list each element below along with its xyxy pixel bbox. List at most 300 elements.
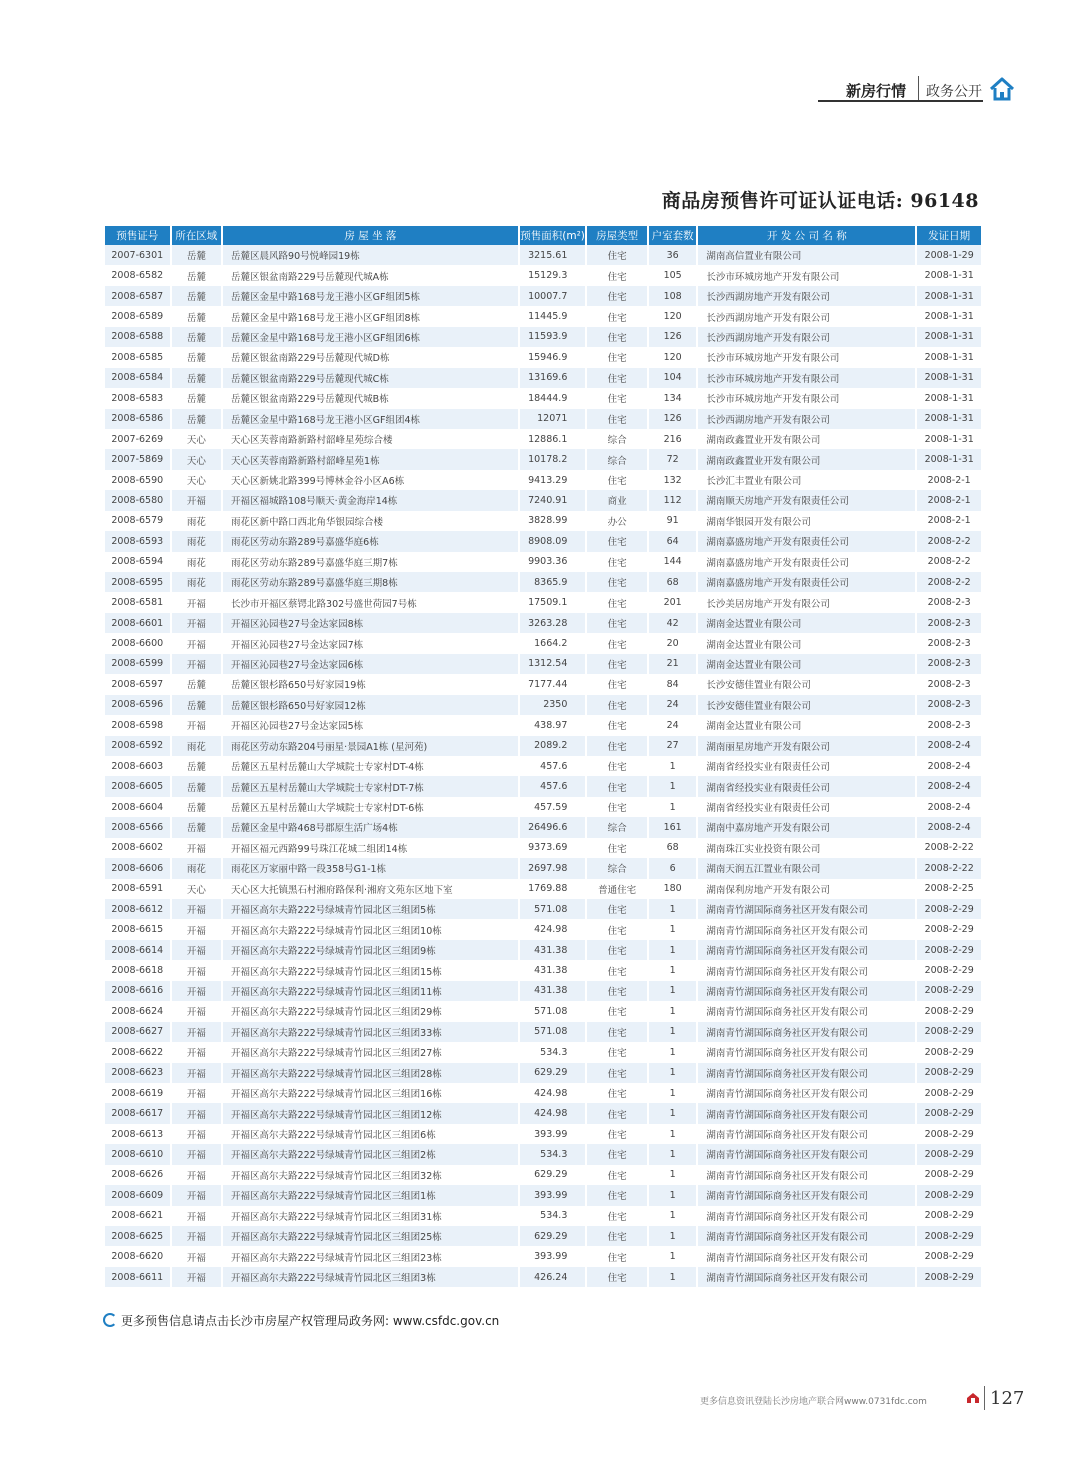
table-row	[105, 879, 981, 899]
district-cell: 开福	[172, 613, 221, 633]
developer-name-cell: 湖南省经投实业有限责任公司	[698, 797, 915, 817]
permit-number-cell: 2008-6622	[105, 1042, 170, 1062]
address-cell: 开福区高尔夫路222号绿城青竹园北区三组团1栋	[223, 1185, 518, 1205]
district-cell: 岳麓	[172, 306, 221, 326]
district-cell: 岳麓	[172, 265, 221, 285]
district-cell: 雨花	[172, 572, 221, 592]
address-cell: 开福区高尔夫路222号绿城青竹园北区三组团25栋	[223, 1226, 518, 1246]
presale-area-cell: 10007.7	[520, 286, 586, 306]
developer-name-cell: 湖南嘉盛房地产开发有限责任公司	[698, 572, 915, 592]
address-cell: 天心区芙蓉南路新路村韶峰星苑综合楼	[223, 429, 518, 449]
unit-count-cell: 134	[649, 388, 696, 408]
permit-number-cell: 2008-6611	[105, 1267, 170, 1287]
unit-count-cell: 68	[649, 838, 696, 858]
issue-date-cell: 2008-2-22	[917, 838, 981, 858]
developer-name-cell: 湖南青竹湖国际商务社区开发有限公司	[698, 1226, 915, 1246]
district-cell: 开福	[172, 1226, 221, 1246]
unit-count-cell: 91	[649, 511, 696, 531]
presale-area-cell: 7240.91	[520, 490, 586, 510]
property-type-cell: 综合	[587, 858, 647, 878]
permit-number-cell: 2008-6600	[105, 633, 170, 653]
district-cell: 开福	[172, 1185, 221, 1205]
property-type-cell: 住宅	[587, 286, 647, 306]
refresh-arrow-icon	[103, 1313, 117, 1327]
property-type-cell: 住宅	[587, 592, 647, 612]
developer-name-cell: 湖南青竹湖国际商务社区开发有限公司	[698, 1165, 915, 1185]
property-type-cell: 住宅	[587, 1001, 647, 1021]
issue-date-cell: 2008-2-4	[917, 736, 981, 756]
property-type-cell: 住宅	[587, 736, 647, 756]
property-type-cell: 住宅	[587, 531, 647, 551]
address-cell: 开福区高尔夫路222号绿城青竹园北区三组团29栋	[223, 1001, 518, 1021]
house-logo-icon	[966, 1392, 980, 1404]
address-cell: 岳麓区银盆南路229号岳麓现代城C栋	[223, 368, 518, 388]
table-row	[105, 388, 981, 408]
address-cell: 岳麓区金星中路168号龙王港小区GF组团4栋	[223, 409, 518, 429]
district-cell: 雨花	[172, 552, 221, 572]
unit-count-cell: 112	[649, 490, 696, 510]
issue-date-cell: 2008-1-31	[917, 409, 981, 429]
table-row	[105, 1144, 981, 1164]
district-cell: 开福	[172, 1083, 221, 1103]
address-cell: 天心区大托镇黑石村湘府路保利·湘府文苑东区地下室	[223, 879, 518, 899]
property-type-cell: 综合	[587, 817, 647, 837]
property-type-cell: 住宅	[587, 940, 647, 960]
address-cell: 雨花区劳动东路289号嘉盛华庭三期7栋	[223, 552, 518, 572]
presale-area-cell: 571.08	[520, 1022, 586, 1042]
issue-date-cell: 2008-2-29	[917, 1246, 981, 1266]
permit-number-cell: 2008-6625	[105, 1226, 170, 1246]
developer-name-cell: 湖南顺天房地产开发有限责任公司	[698, 490, 915, 510]
presale-area-cell: 12886.1	[520, 429, 586, 449]
issue-date-cell: 2008-2-29	[917, 1226, 981, 1246]
developer-name-cell: 长沙安德佳置业有限公司	[698, 695, 915, 715]
presale-area-cell: 11593.9	[520, 327, 586, 347]
permit-number-cell: 2008-6602	[105, 838, 170, 858]
table-body	[105, 245, 981, 1287]
table-row	[105, 633, 981, 653]
unit-count-cell: 1	[649, 960, 696, 980]
unit-count-cell: 180	[649, 879, 696, 899]
presale-area-cell: 17509.1	[520, 592, 586, 612]
issue-date-cell: 2008-1-31	[917, 265, 981, 285]
issue-date-cell: 2008-2-29	[917, 1144, 981, 1164]
unit-count-cell: 1	[649, 1063, 696, 1083]
column-header: 房屋类型	[587, 226, 647, 245]
district-cell: 开福	[172, 899, 221, 919]
footer-divider	[984, 1386, 985, 1410]
issue-date-cell: 2008-2-29	[917, 1042, 981, 1062]
presale-area-cell: 457.6	[520, 756, 586, 776]
district-cell: 开福	[172, 592, 221, 612]
presale-area-cell: 12071	[520, 409, 586, 429]
property-type-cell: 住宅	[587, 470, 647, 490]
developer-name-cell: 湖南青竹湖国际商务社区开发有限公司	[698, 1022, 915, 1042]
table-row	[105, 674, 981, 694]
district-cell: 开福	[172, 490, 221, 510]
address-cell: 岳麓区银杉路650号好家园12栋	[223, 695, 518, 715]
unit-count-cell: 6	[649, 858, 696, 878]
presale-area-cell: 8908.09	[520, 531, 586, 551]
address-cell: 开福区福城路108号顺天·黄金海岸14栋	[223, 490, 518, 510]
issue-date-cell: 2008-2-4	[917, 797, 981, 817]
developer-name-cell: 长沙西湖房地产开发有限公司	[698, 327, 915, 347]
permit-number-cell: 2008-6619	[105, 1083, 170, 1103]
table-row	[105, 552, 981, 572]
issue-date-cell: 2008-2-29	[917, 1001, 981, 1021]
permit-number-cell: 2008-6620	[105, 1246, 170, 1266]
developer-name-cell: 湖南青竹湖国际商务社区开发有限公司	[698, 1083, 915, 1103]
developer-name-cell: 湖南青竹湖国际商务社区开发有限公司	[698, 1103, 915, 1123]
developer-name-cell: 长沙市环城房地产开发有限公司	[698, 368, 915, 388]
presale-permit-table	[103, 226, 983, 1287]
address-cell: 雨花区劳动东路289号嘉盛华庭三期8栋	[223, 572, 518, 592]
issue-date-cell: 2008-2-3	[917, 633, 981, 653]
unit-count-cell: 132	[649, 470, 696, 490]
developer-name-cell: 湖南青竹湖国际商务社区开发有限公司	[698, 1185, 915, 1205]
developer-name-cell: 湖南青竹湖国际商务社区开发有限公司	[698, 919, 915, 939]
presale-area-cell: 8365.9	[520, 572, 586, 592]
address-cell: 开福区高尔夫路222号绿城青竹园北区三组团11栋	[223, 981, 518, 1001]
developer-name-cell: 湖南天润五江置业有限公司	[698, 858, 915, 878]
district-cell: 雨花	[172, 858, 221, 878]
property-type-cell: 住宅	[587, 674, 647, 694]
developer-name-cell: 湖南珠江实业投资有限公司	[698, 838, 915, 858]
presale-area-cell: 457.6	[520, 776, 586, 796]
presale-area-cell: 11445.9	[520, 306, 586, 326]
permit-number-cell: 2007-6301	[105, 245, 170, 265]
permit-number-cell: 2008-6601	[105, 613, 170, 633]
district-cell: 开福	[172, 1267, 221, 1287]
table-row	[105, 613, 981, 633]
address-cell: 开福区高尔夫路222号绿城青竹园北区三组团31栋	[223, 1206, 518, 1226]
address-cell: 岳麓区金星中路168号龙王港小区GF组团8栋	[223, 306, 518, 326]
unit-count-cell: 105	[649, 265, 696, 285]
presale-area-cell: 629.29	[520, 1226, 586, 1246]
table-row	[105, 429, 981, 449]
permit-number-cell: 2008-6610	[105, 1144, 170, 1164]
table-row	[105, 327, 981, 347]
table-row	[105, 511, 981, 531]
presale-area-cell: 13169.6	[520, 368, 586, 388]
presale-area-cell: 15946.9	[520, 347, 586, 367]
district-cell: 开福	[172, 1144, 221, 1164]
presale-area-cell: 10178.2	[520, 449, 586, 469]
district-cell: 开福	[172, 838, 221, 858]
address-cell: 开福区沁园巷27号金达家园6栋	[223, 654, 518, 674]
issue-date-cell: 2008-2-3	[917, 613, 981, 633]
permit-number-cell: 2008-6590	[105, 470, 170, 490]
district-cell: 岳麓	[172, 286, 221, 306]
issue-date-cell: 2008-1-31	[917, 327, 981, 347]
developer-name-cell: 湖南金达置业有限公司	[698, 613, 915, 633]
presale-area-cell: 3263.28	[520, 613, 586, 633]
developer-name-cell: 湖南金达置业有限公司	[698, 633, 915, 653]
address-cell: 天心区新姚北路399号博林金谷小区A6栋	[223, 470, 518, 490]
address-cell: 开福区沁园巷27号金达家园8栋	[223, 613, 518, 633]
developer-name-cell: 湖南丽星房地产开发有限公司	[698, 736, 915, 756]
unit-count-cell: 1	[649, 1185, 696, 1205]
developer-name-cell: 湖南金达置业有限公司	[698, 654, 915, 674]
permit-number-cell: 2008-6588	[105, 327, 170, 347]
address-cell: 开福区高尔夫路222号绿城青竹园北区三组团6栋	[223, 1124, 518, 1144]
table-row	[105, 715, 981, 735]
developer-name-cell: 湖南青竹湖国际商务社区开发有限公司	[698, 1001, 915, 1021]
unit-count-cell: 1	[649, 1022, 696, 1042]
address-cell: 开福区高尔夫路222号绿城青竹园北区三组团32栋	[223, 1165, 518, 1185]
issue-date-cell: 2008-2-29	[917, 1063, 981, 1083]
district-cell: 开福	[172, 654, 221, 674]
unit-count-cell: 24	[649, 695, 696, 715]
issue-date-cell: 2008-1-31	[917, 429, 981, 449]
property-type-cell: 住宅	[587, 919, 647, 939]
column-header: 开 发 公 司 名 称	[698, 226, 915, 245]
table-row	[105, 1185, 981, 1205]
address-cell: 开福区高尔夫路222号绿城青竹园北区三组团28栋	[223, 1063, 518, 1083]
unit-count-cell: 20	[649, 633, 696, 653]
unit-count-cell: 1	[649, 1165, 696, 1185]
permit-number-cell: 2008-6591	[105, 879, 170, 899]
developer-name-cell: 湖南金达置业有限公司	[698, 715, 915, 735]
presale-area-cell: 534.3	[520, 1206, 586, 1226]
permit-number-cell: 2008-6624	[105, 1001, 170, 1021]
presale-area-cell: 1664.2	[520, 633, 586, 653]
property-type-cell: 住宅	[587, 1144, 647, 1164]
table-row	[105, 1083, 981, 1103]
unit-count-cell: 126	[649, 409, 696, 429]
presale-area-cell: 393.99	[520, 1124, 586, 1144]
district-cell: 岳麓	[172, 327, 221, 347]
permit-number-cell: 2008-6614	[105, 940, 170, 960]
issue-date-cell: 2008-2-29	[917, 1103, 981, 1123]
permit-number-cell: 2008-6621	[105, 1206, 170, 1226]
developer-name-cell: 湖南青竹湖国际商务社区开发有限公司	[698, 1246, 915, 1266]
section-title: 新房行情	[846, 82, 907, 100]
issue-date-cell: 2008-2-22	[917, 858, 981, 878]
page-number: 127	[990, 1388, 1025, 1409]
permit-number-cell: 2007-6269	[105, 429, 170, 449]
district-cell: 开福	[172, 1022, 221, 1042]
permit-number-cell: 2008-6598	[105, 715, 170, 735]
developer-name-cell: 湖南高信置业有限公司	[698, 245, 915, 265]
presale-area-cell: 629.29	[520, 1063, 586, 1083]
table-row	[105, 654, 981, 674]
address-cell: 岳麓区五星村岳麓山大学城院士专家村DT-7栋	[223, 776, 518, 796]
table-row	[105, 1022, 981, 1042]
developer-name-cell: 湖南华银园开发有限公司	[698, 511, 915, 531]
issue-date-cell: 2008-2-29	[917, 960, 981, 980]
developer-name-cell: 湖南保利房地产开发有限公司	[698, 879, 915, 899]
unit-count-cell: 1	[649, 1246, 696, 1266]
table-row	[105, 695, 981, 715]
permit-number-cell: 2008-6586	[105, 409, 170, 429]
presale-area-cell: 9413.29	[520, 470, 586, 490]
issue-date-cell: 2008-2-4	[917, 776, 981, 796]
issue-date-cell: 2008-2-29	[917, 1022, 981, 1042]
property-type-cell: 住宅	[587, 347, 647, 367]
unit-count-cell: 1	[649, 981, 696, 1001]
presale-area-cell: 9903.36	[520, 552, 586, 572]
presale-area-cell: 2350	[520, 695, 586, 715]
developer-name-cell: 湖南中嘉房地产开发有限公司	[698, 817, 915, 837]
unit-count-cell: 1	[649, 1144, 696, 1164]
developer-name-cell: 湖南青竹湖国际商务社区开发有限公司	[698, 981, 915, 1001]
table-row	[105, 592, 981, 612]
column-header: 发证日期	[917, 226, 981, 245]
unit-count-cell: 161	[649, 817, 696, 837]
permit-number-cell: 2008-6609	[105, 1185, 170, 1205]
district-cell: 岳麓	[172, 756, 221, 776]
unit-count-cell: 1	[649, 1042, 696, 1062]
issue-date-cell: 2008-2-2	[917, 531, 981, 551]
property-type-cell: 住宅	[587, 409, 647, 429]
table-row	[105, 899, 981, 919]
issue-date-cell: 2008-2-4	[917, 817, 981, 837]
table-row	[105, 817, 981, 837]
unit-count-cell: 201	[649, 592, 696, 612]
permit-number-cell: 2008-6594	[105, 552, 170, 572]
district-cell: 岳麓	[172, 695, 221, 715]
developer-name-cell: 湖南青竹湖国际商务社区开发有限公司	[698, 1144, 915, 1164]
address-cell: 开福区高尔夫路222号绿城青竹园北区三组团33栋	[223, 1022, 518, 1042]
footnote-text[interactable]: 更多预售信息请点击长沙市房屋产权管理局政务网: www.csfdc.gov.cn	[121, 1314, 500, 1328]
developer-name-cell: 湖南青竹湖国际商务社区开发有限公司	[698, 1124, 915, 1144]
presale-area-cell: 2089.2	[520, 736, 586, 756]
permit-number-cell: 2008-6613	[105, 1124, 170, 1144]
address-cell: 岳麓区金星中路468号郡原生活广场4栋	[223, 817, 518, 837]
address-cell: 开福区高尔夫路222号绿城青竹园北区三组团27栋	[223, 1042, 518, 1062]
page-footer	[700, 1386, 1025, 1416]
developer-name-cell: 湖南嘉盛房地产开发有限责任公司	[698, 552, 915, 572]
subsection-title: 政务公开	[926, 84, 982, 100]
property-type-cell: 住宅	[587, 1124, 647, 1144]
developer-name-cell: 长沙市环城房地产开发有限公司	[698, 388, 915, 408]
address-cell: 开福区沁园巷27号金达家园5栋	[223, 715, 518, 735]
header-underline	[818, 100, 983, 102]
property-type-cell: 住宅	[587, 899, 647, 919]
property-type-cell: 住宅	[587, 633, 647, 653]
district-cell: 开福	[172, 1124, 221, 1144]
unit-count-cell: 64	[649, 531, 696, 551]
issue-date-cell: 2008-2-29	[917, 1267, 981, 1287]
issue-date-cell: 2008-2-1	[917, 490, 981, 510]
address-cell: 开福区高尔夫路222号绿城青竹园北区三组团16栋	[223, 1083, 518, 1103]
table-row	[105, 981, 981, 1001]
table-row	[105, 1103, 981, 1123]
presale-area-cell: 2697.98	[520, 858, 586, 878]
permit-number-cell: 2008-6617	[105, 1103, 170, 1123]
address-cell: 岳麓区银盆南路229号岳麓现代城D栋	[223, 347, 518, 367]
presale-area-cell: 1769.88	[520, 879, 586, 899]
developer-name-cell: 长沙安德佳置业有限公司	[698, 674, 915, 694]
issue-date-cell: 2008-2-3	[917, 654, 981, 674]
permit-number-cell: 2008-6595	[105, 572, 170, 592]
table-row	[105, 776, 981, 796]
permit-number-cell: 2008-6603	[105, 756, 170, 776]
permit-number-cell: 2008-6627	[105, 1022, 170, 1042]
address-cell: 天心区芙蓉南路新路村韶峰星苑1栋	[223, 449, 518, 469]
unit-count-cell: 21	[649, 654, 696, 674]
permit-number-cell: 2007-5869	[105, 449, 170, 469]
table-row	[105, 572, 981, 592]
developer-name-cell: 湖南省经投实业有限责任公司	[698, 756, 915, 776]
unit-count-cell: 24	[649, 715, 696, 735]
district-cell: 天心	[172, 429, 221, 449]
address-cell: 开福区高尔夫路222号绿城青竹园北区三组团15栋	[223, 960, 518, 980]
presale-area-cell: 26496.6	[520, 817, 586, 837]
unit-count-cell: 216	[649, 429, 696, 449]
developer-name-cell: 湖南青竹湖国际商务社区开发有限公司	[698, 1267, 915, 1287]
property-type-cell: 住宅	[587, 572, 647, 592]
address-cell: 岳麓区金星中路168号龙王港小区GF组团5栋	[223, 286, 518, 306]
presale-area-cell: 431.38	[520, 960, 586, 980]
table-row	[105, 756, 981, 776]
property-type-cell: 住宅	[587, 1185, 647, 1205]
district-cell: 岳麓	[172, 797, 221, 817]
district-cell: 岳麓	[172, 817, 221, 837]
developer-name-cell: 长沙西湖房地产开发有限公司	[698, 286, 915, 306]
permit-number-cell: 2008-6581	[105, 592, 170, 612]
address-cell: 开福区高尔夫路222号绿城青竹园北区三组团23栋	[223, 1246, 518, 1266]
table-row	[105, 490, 981, 510]
issue-date-cell: 2008-2-29	[917, 1165, 981, 1185]
presale-area-cell: 571.08	[520, 899, 586, 919]
district-cell: 天心	[172, 470, 221, 490]
property-type-cell: 住宅	[587, 265, 647, 285]
property-type-cell: 住宅	[587, 756, 647, 776]
table-row	[105, 1267, 981, 1287]
issue-date-cell: 2008-2-29	[917, 1083, 981, 1103]
header-divider	[918, 76, 919, 100]
unit-count-cell: 42	[649, 613, 696, 633]
table-row	[105, 1226, 981, 1246]
developer-name-cell: 湖南青竹湖国际商务社区开发有限公司	[698, 1206, 915, 1226]
developer-name-cell: 湖南青竹湖国际商务社区开发有限公司	[698, 960, 915, 980]
permit-number-cell: 2008-6616	[105, 981, 170, 1001]
property-type-cell: 住宅	[587, 1103, 647, 1123]
property-type-cell: 普通住宅	[587, 879, 647, 899]
permit-number-cell: 2008-6615	[105, 919, 170, 939]
unit-count-cell: 120	[649, 306, 696, 326]
presale-area-cell: 457.59	[520, 797, 586, 817]
issue-date-cell: 2008-2-1	[917, 470, 981, 490]
unit-count-cell: 108	[649, 286, 696, 306]
presale-area-cell: 424.98	[520, 1103, 586, 1123]
permit-number-cell: 2008-6599	[105, 654, 170, 674]
presale-area-cell: 393.99	[520, 1185, 586, 1205]
issue-date-cell: 2008-2-3	[917, 674, 981, 694]
district-cell: 雨花	[172, 511, 221, 531]
property-type-cell: 住宅	[587, 715, 647, 735]
developer-name-cell: 湖南嘉盛房地产开发有限责任公司	[698, 531, 915, 551]
permit-number-cell: 2008-6580	[105, 490, 170, 510]
footer-promo[interactable]: 更多信息资讯登陆长沙房地产联合网www.0731fdc.com	[700, 1397, 927, 1407]
property-type-cell: 综合	[587, 449, 647, 469]
table-row	[105, 245, 981, 265]
district-cell: 天心	[172, 449, 221, 469]
issue-date-cell: 2008-1-31	[917, 306, 981, 326]
address-cell: 雨花区劳动东路204号丽星·景园A1栋 (星河苑)	[223, 736, 518, 756]
issue-date-cell: 2008-2-3	[917, 592, 981, 612]
presale-area-cell: 424.98	[520, 919, 586, 939]
property-type-cell: 住宅	[587, 306, 647, 326]
property-type-cell: 住宅	[587, 1206, 647, 1226]
address-cell: 开福区高尔夫路222号绿城青竹园北区三组团3栋	[223, 1267, 518, 1287]
property-type-cell: 综合	[587, 429, 647, 449]
issue-date-cell: 2008-2-3	[917, 695, 981, 715]
unit-count-cell: 1	[649, 776, 696, 796]
permit-number-cell: 2008-6566	[105, 817, 170, 837]
